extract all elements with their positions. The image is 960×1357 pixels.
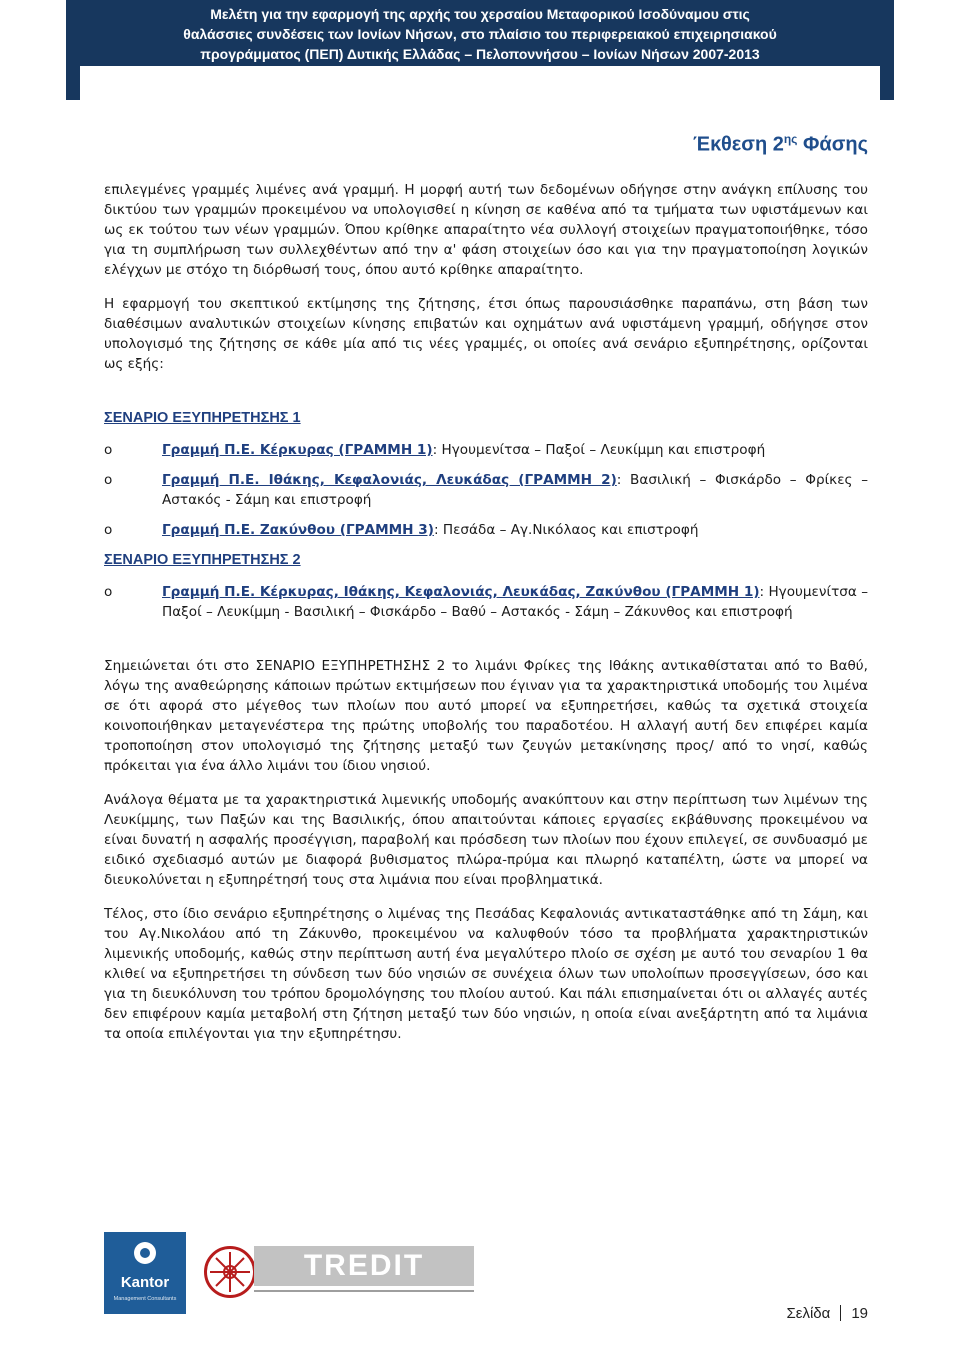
route-desc: : Ηγουμενίτσα – Παξοί – Λευκίμμη - Βασιλική – Φισκάρδο – Βαθύ – Αστακός - Σάμη – Ζάκυνθος και επιστροφή	[162, 584, 868, 620]
phase-title-suffix: Φάσης	[797, 133, 868, 156]
phase-title-prefix: Έκθεση 2	[693, 133, 784, 156]
scenario-2-routes	[104, 582, 868, 622]
header-line-3: προγράμματος (ΠΕΠ) Δυτικής Ελλάδας – Πελοποννήσου – Ιονίων Νήσων 2007-2013	[200, 46, 760, 62]
header-line-2: θαλάσσιες συνδέσεις των Ιονίων Νήσων, στο πλαίσιο του περιφερειακού επιχειρησιακού	[183, 26, 777, 42]
page-number	[786, 1305, 868, 1322]
wheel-icon	[204, 1246, 256, 1298]
scenario-1-routes	[104, 440, 868, 540]
route-name: Γραμμή Π.Ε. Ιθάκης, Κεφαλονιάς, Λευκάδας (ΓΡΑΜΜΗ 2)	[162, 472, 617, 488]
route-desc: : Ηγουμενίτσα – Παξοί – Λευκίμμη και επιστροφή	[432, 442, 766, 458]
route-name: Γραμμή Π.Ε. Ζακύνθου (ΓΡΑΜΜΗ 3)	[162, 522, 434, 538]
header-left-bar	[66, 0, 80, 100]
header-line-1: Μελέτη για την εφαρμογή της αρχής του χερσαίου Μεταφορικού Ισοδύναμου στις	[210, 6, 750, 22]
route-desc: : Πεσάδα – Αγ.Νικόλαος και επιστροφή	[433, 522, 699, 538]
footer-logos	[104, 1232, 604, 1322]
phase-title-sup: ης	[783, 132, 798, 146]
bullet-icon: o	[104, 522, 113, 538]
kantor-logo-name: Kantor	[120, 1274, 170, 1291]
page-header	[80, 0, 880, 66]
paragraph-3: Σημειώνεται ότι στο ΣΕΝΑΡΙΟ ΕΞΥΠΗΡΕΤΗΣΗΣ 2 το λιμάνι Φρίκες της Ιθάκης αντικαθίσταται από το Βαθύ, λόγω της αναθεώρησης κάποιων πρώτων εκτιμήσεων που έγιναν για τα χαρακτηριστικά υποδομής του λιμένα σε ότι αφορά στο μέγεθος των πλοίων που αυτό μπορεί να εξυπηρετήσει, καθώς τα σχετικά στοιχεία κοινοποιήθηκαν μεταγενέστερα της πρώτης υποβολής του παραδοτέου. Η αλλαγή αυτή δεν επιφέρει καμία τροποποίηση στον υπολογισμό της ζήτησης μεταξύ των ζευγών μετακίνησης προς/ από το νησί, καθώς πρόκειται για ένα άλλο λιμάνι του ίδιου νησιού.	[104, 658, 868, 774]
paragraph-2: Η εφαρμογή του σκεπτικού εκτίμησης της ζήτησης, έτσι όπως παρουσιάσθηκε παραπάνω, στη βάση των διαθέσιμων αναλυτικών στοιχείων κίνησης επιβατών και οχημάτων ανά υφιστάμενη γραμμή, οδήγησε στον υπολογισμό της ζήτησης σε κάθε μία από τις νέες γραμμές, οι οποίες ανά σενάριο εξυπηρέτησης, ορίζονται ως εξής:	[104, 296, 868, 372]
kantor-logo-sub: Management Consultants	[113, 1296, 177, 1302]
page-number-value: 19	[851, 1305, 868, 1322]
scenario-1-title: ΣΕΝΑΡΙΟ ΕΞΥΠΗΡΕΤΗΣΗΣ 1	[104, 410, 301, 426]
route-name: Γραμμή Π.Ε. Κέρκυρας, Ιθάκης, Κεφαλονιάς, Λευκάδας, Ζακύνθου (ΓΡΑΜΜΗ 1)	[162, 584, 760, 600]
kantor-mark-icon	[134, 1242, 156, 1264]
paragraph-5: Τέλος, στο ίδιο σενάριο εξυπηρέτησης ο λιμένας της Πεσάδας Κεφαλονιάς αντικαταστάθηκε από τη Σάμη, και του Αγ.Νικολάου από τη Ζάκυνθο, προκειμένου να καλυφθούν τόσο τα προβλήματα χαρακτηριστικών λιμενικής υποδομής, καθώς στην περίπτωση αυτή ένα μεγαλύτερο πλοίο σε σχέση με αυτό του σεναρίου 1 θα κλιθεί να εξυπηρετήσει τη σύνδεση των δύο νησιών σε συνέχεια όλων των υπολοίπων προσεγγίσεων, όσο και για τη διευκόλυνση του τρόπου δρομολόγησης του πλοίου αυτού. Και πάλι επισημαίνεται ότι οι αλλαγές αυτές δεν επιφέρουν καμία μεταβολή στη ζήτηση μεταξύ των δύο νησιών, η οποία είναι ανεξάρτητη από τα λιμάνια τα οποία επιλέγονται για την εξυπηρέτησυ.	[104, 906, 868, 1042]
route-desc: : Βασιλική – Φισκάρδο – Φρίκες – Αστακός - Σάμη και επιστροφή	[162, 472, 868, 508]
list-item	[104, 582, 868, 622]
kantor-logo	[104, 1232, 186, 1314]
paragraph-1: επιλεγμένες γραμμές λιμένες ανά γραμμή. Η μορφή αυτή των δεδομένων οδήγησε στην ανάγκη επίλυσης του δικτύου των γραμμών προκειμένου να υπολογισθεί η κίνηση σε καθένα από τα τμήματα των υφιστάμενων και ως εκ τούτου των νέων γραμμών. Όπου κρίθηκε απαραίτητο νέα συλλογή στοιχείων πραγματοποιήθηκε, τόσο για τη συμπλήρωση των συλλεχθέντων από την α' φάση στοιχείων όσο και για την πραγματοποίηση λογικών ελέγχων με στόχο τη διόρθωσή τους, όπου αυτό κρίθηκε απαραίτητο.	[104, 182, 868, 278]
route-name: Γραμμή Π.Ε. Κέρκυρας (ΓΡΑΜΜΗ 1)	[162, 442, 433, 458]
page-label: Σελίδα	[786, 1305, 831, 1322]
header-right-bar	[880, 0, 894, 100]
bullet-icon: o	[104, 584, 113, 600]
list-item	[104, 520, 868, 540]
paragraph-4: Ανάλογα θέματα με τα χαρακτηριστικά λιμενικής υποδομής ανακύπτουν και στην περίπτωση των λιμένων της Λευκίμμης, των Παξών και της Βασιλικής, όπου απαιτούνται κάποιες εργασίες εκβάθυνσης προκειμένου να είναι δυνατή η ασφαλής προσέγγιση, παραβολή και πρόσδεση των πλοίων που έχουν επιλεγεί, σε συνδυασμό με ειδικό σχεδιασμό αυτών με διαφορά βυθισματος πλώρα-πρύμα και πλωρηό καταπέλτη, ώστε να μπορεί να διευκολύνεται η εξυπηρέτησή τους στα λιμάνια που είναι προβληματικά.	[104, 792, 868, 888]
phase-title	[693, 132, 868, 157]
bullet-icon: o	[104, 472, 113, 488]
tredit-underline	[254, 1290, 474, 1292]
document-body	[104, 180, 868, 1058]
tredit-logo: TREDIT	[254, 1246, 474, 1286]
page-separator	[840, 1305, 841, 1321]
bullet-icon: o	[104, 442, 113, 458]
list-item	[104, 440, 868, 460]
scenario-2-title: ΣΕΝΑΡΙΟ ΕΞΥΠΗΡΕΤΗΣΗΣ 2	[104, 552, 301, 568]
list-item	[104, 470, 868, 510]
